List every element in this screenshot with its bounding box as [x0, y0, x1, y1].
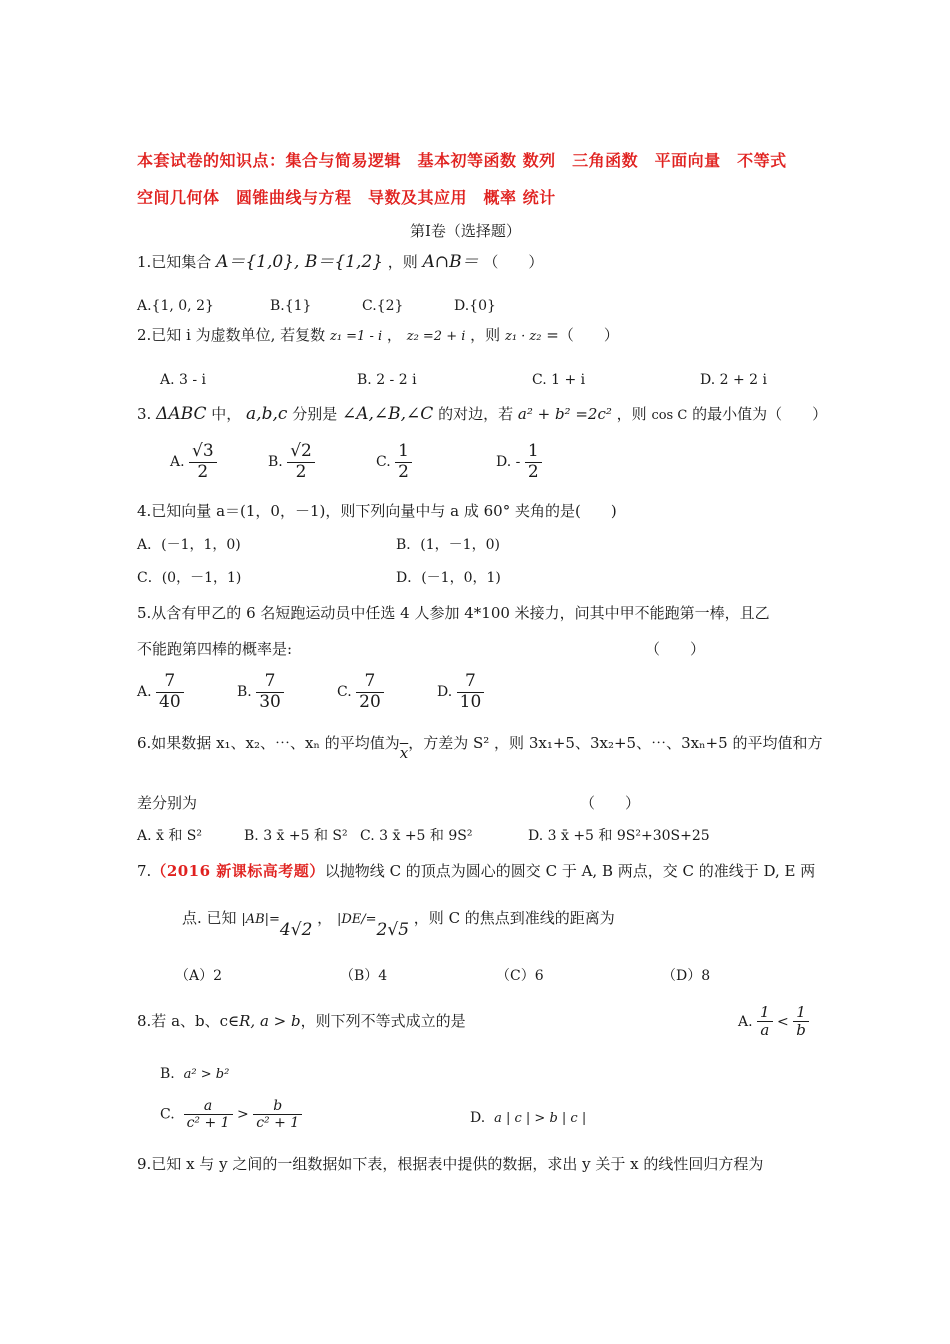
q8-option-b: [160, 1066, 229, 1083]
q3-opp: 的对边，若: [438, 405, 514, 423]
q6-stem-a: 6.如果数据 x₁、x₂、⋯、xₙ 的平均值为: [137, 734, 400, 752]
q3-option-c: [376, 442, 412, 482]
q8-option-a-op: <: [777, 1013, 789, 1030]
q2-option-a: A. 3 - i: [160, 372, 207, 388]
question-6-line-2: 差分别为: [137, 794, 198, 812]
q6-option-c: C. 3 x̄ +5 和 9S²: [360, 828, 473, 844]
q7-option-c: （C）6: [496, 968, 544, 984]
q3-in: 中，: [211, 405, 242, 423]
q8-condition: R, a > b: [239, 1012, 301, 1030]
q1-sets: A＝{1,0}, B＝{1,2}: [216, 252, 384, 272]
q5-option-c: [337, 672, 384, 712]
q5-option-a-label: A.: [137, 684, 152, 701]
q3-rest: 的最小值为（ ）: [692, 405, 828, 423]
q1-option-d: D.{0}: [454, 298, 496, 314]
q6-stem-b: ，方差为 S² ，则 3x₁+5、3x₂+5、⋯、3xₙ+5 的平均值和方: [408, 734, 823, 752]
q8-option-c-frac-2: $\frac{b}{\text{c² + 1}}$: [253, 1098, 302, 1131]
q3-option-b-fraction: $\frac{√2}{2}$: [287, 442, 315, 482]
q1-stem: 1.已知集合: [137, 253, 212, 271]
q2-option-d: D. 2 + 2 i: [700, 372, 767, 388]
q2-option-b: B. 2 - 2 i: [357, 372, 417, 388]
q5-option-b-fraction: $\frac{7}{30}$: [256, 672, 284, 712]
knowledge-points-line-1: 本套试卷的知识点：集合与简易逻辑 基本初等函数 数列 三角函数 平面向量 不等式: [137, 151, 787, 170]
q7-option-b: （B）4: [340, 968, 388, 984]
q3-sides: a,b,c: [246, 404, 288, 424]
q7-de: |DE/=: [336, 912, 377, 927]
question-9: 9.已知 x 与 y 之间的一组数据如下表，根据表中提供的数据，求出 y 关于 x 的线性回归方程为: [137, 1155, 764, 1173]
q2-product: z₁ · z₂: [504, 329, 542, 344]
q5-option-c-fraction: $\frac{7}{20}$: [356, 672, 384, 712]
q3-option-c-fraction: $\frac{1}{2}$: [395, 442, 412, 482]
q8-option-c-label: C.: [160, 1106, 175, 1123]
q6-blank: （ ）: [580, 794, 641, 812]
q3-option-a: [170, 442, 217, 482]
q3-option-d-label: D. -: [496, 454, 521, 471]
q3-resp: 分别是: [292, 405, 338, 423]
q8-option-b-expr: a² > b²: [183, 1067, 230, 1082]
q8-option-c-frac-1: $\frac{a}{\text{c² + 1}}$: [184, 1098, 233, 1131]
q6-option-d: D. 3 x̄ +5 和 9S²+30S+25: [528, 828, 710, 844]
q8-option-c-op: >: [237, 1106, 249, 1123]
knowledge-points-line-2: 空间几何体 圆锥曲线与方程 导数及其应用 概率 统计: [137, 188, 556, 207]
q5-option-a: [137, 672, 184, 712]
q3-then: ，则: [616, 405, 647, 423]
q8-option-d-label: D.: [470, 1110, 486, 1126]
q4-option-c: C．(0，－1，1): [137, 570, 242, 586]
q1-option-b: B.{1}: [270, 298, 312, 314]
q3-option-d-fraction: $\frac{1}{2}$: [525, 442, 542, 482]
q8-option-a-frac-2: $\frac{1}{b}$: [793, 1004, 809, 1040]
q4-option-a: A．(－1，1，0): [137, 537, 241, 553]
q5-option-d-fraction: $\frac{7}{10}$: [457, 672, 485, 712]
q5-option-b: [237, 672, 284, 712]
q5-option-c-label: C.: [337, 684, 352, 701]
q5-option-a-fraction: $\frac{7}{40}$: [156, 672, 184, 712]
q3-angles: ∠A,∠B,∠C: [341, 404, 434, 424]
q2-sep: ，: [386, 326, 402, 344]
q7-num: 7.: [137, 862, 152, 880]
question-7-line-2: [182, 908, 615, 940]
q7-known: 点. 已知: [182, 909, 237, 927]
q7-stem-1: 以抛物线 C 的顶点为圆心的圆交 C 于 A, B 两点，交 C 的准线于 D, E 两: [324, 862, 816, 880]
q7-ab-value: 4√2: [279, 920, 313, 940]
q8-option-c: [160, 1098, 302, 1131]
q3-triangle: ΔABC: [156, 404, 207, 424]
q3-condition: a² + b² =2c²: [517, 405, 612, 423]
q4-option-b: B．(1，－1，0): [396, 537, 500, 553]
q1-expr: A∩B＝: [422, 252, 479, 272]
q2-option-c: C. 1 + i: [532, 372, 586, 388]
q5-option-d-label: D.: [437, 684, 453, 701]
q3-option-c-label: C.: [376, 454, 391, 471]
question-7-line-1: [137, 862, 815, 880]
q5-option-b-label: B.: [237, 684, 252, 701]
q5-option-d: [437, 672, 484, 712]
q3-cos: cos C: [651, 408, 688, 423]
q8-option-d-expr: a | c | > b | c |: [494, 1111, 587, 1126]
q3-option-b-label: B.: [268, 454, 283, 471]
q7-source-tag: （2016 新课标高考题）: [151, 862, 325, 880]
question-5-line-1: 5.从含有甲乙的 6 名短跑运动员中任选 4 人参加 4*100 米接力，问其中甲不能跑第一棒，且乙: [137, 604, 770, 622]
question-8: [137, 1012, 466, 1030]
question-1: [137, 252, 543, 272]
q5-blank: （ ）: [645, 640, 706, 658]
question-6-line-1: [137, 734, 823, 762]
q6-mean-symbol: $\overline{x}$: [399, 744, 409, 762]
question-2: [137, 326, 619, 345]
q4-option-d: D．(－1，0，1): [396, 570, 501, 586]
question-5-line-2: 不能跑第四棒的概率是:: [137, 640, 293, 658]
q2-then: ，则: [470, 326, 501, 344]
q7-sep: ，: [317, 909, 333, 927]
q8-stem-b: ，则下列不等式成立的是: [300, 1012, 466, 1030]
q8-option-a-frac-1: $\frac{1}{a}$: [757, 1004, 773, 1040]
q7-option-d: （D）8: [662, 968, 711, 984]
q7-ab: |AB|=: [241, 912, 280, 927]
q1-option-a: A.{1, 0, 2}: [137, 298, 214, 314]
q6-option-a: A. x̄ 和 S²: [137, 828, 203, 844]
q3-option-b: [268, 442, 315, 482]
q3-option-d: [496, 442, 542, 482]
q8-stem-a: 8.若 a、b、c∈: [137, 1012, 240, 1030]
q8-option-b-label: B.: [160, 1066, 175, 1082]
q1-option-c: C.{2}: [362, 298, 404, 314]
q2-z1: z₁ =1 - i: [329, 329, 383, 344]
q3-num: 3.: [137, 405, 152, 423]
section-title: 第Ⅰ卷（选择题）: [410, 222, 521, 240]
q6-option-b: B. 3 x̄ +5 和 S²: [244, 828, 348, 844]
q8-option-a: [738, 1004, 809, 1040]
q7-de-value: 2√5: [376, 920, 410, 940]
q8-option-d: [470, 1110, 586, 1127]
q1-blank: （ ）: [483, 253, 544, 271]
question-3: [137, 404, 827, 424]
q2-blank: =（ ）: [546, 326, 619, 344]
q7-stem-2: ，则 C 的焦点到准线的距离为: [413, 909, 615, 927]
q3-option-a-label: A.: [170, 454, 185, 471]
q2-stem: 2.已知 i 为虚数单位, 若复数: [137, 326, 326, 344]
q2-z2: z₂ =2 + i: [406, 329, 466, 344]
q7-option-a: （A）2: [175, 968, 223, 984]
q1-then: ，则: [387, 253, 418, 271]
question-4: 4.已知向量 a＝(1，0，－1)，则下列向量中与 a 成 60° 夹角的是( ): [137, 502, 617, 520]
q3-option-a-fraction: $\frac{√3}{2}$: [189, 442, 217, 482]
q8-option-a-label: A.: [738, 1013, 753, 1030]
